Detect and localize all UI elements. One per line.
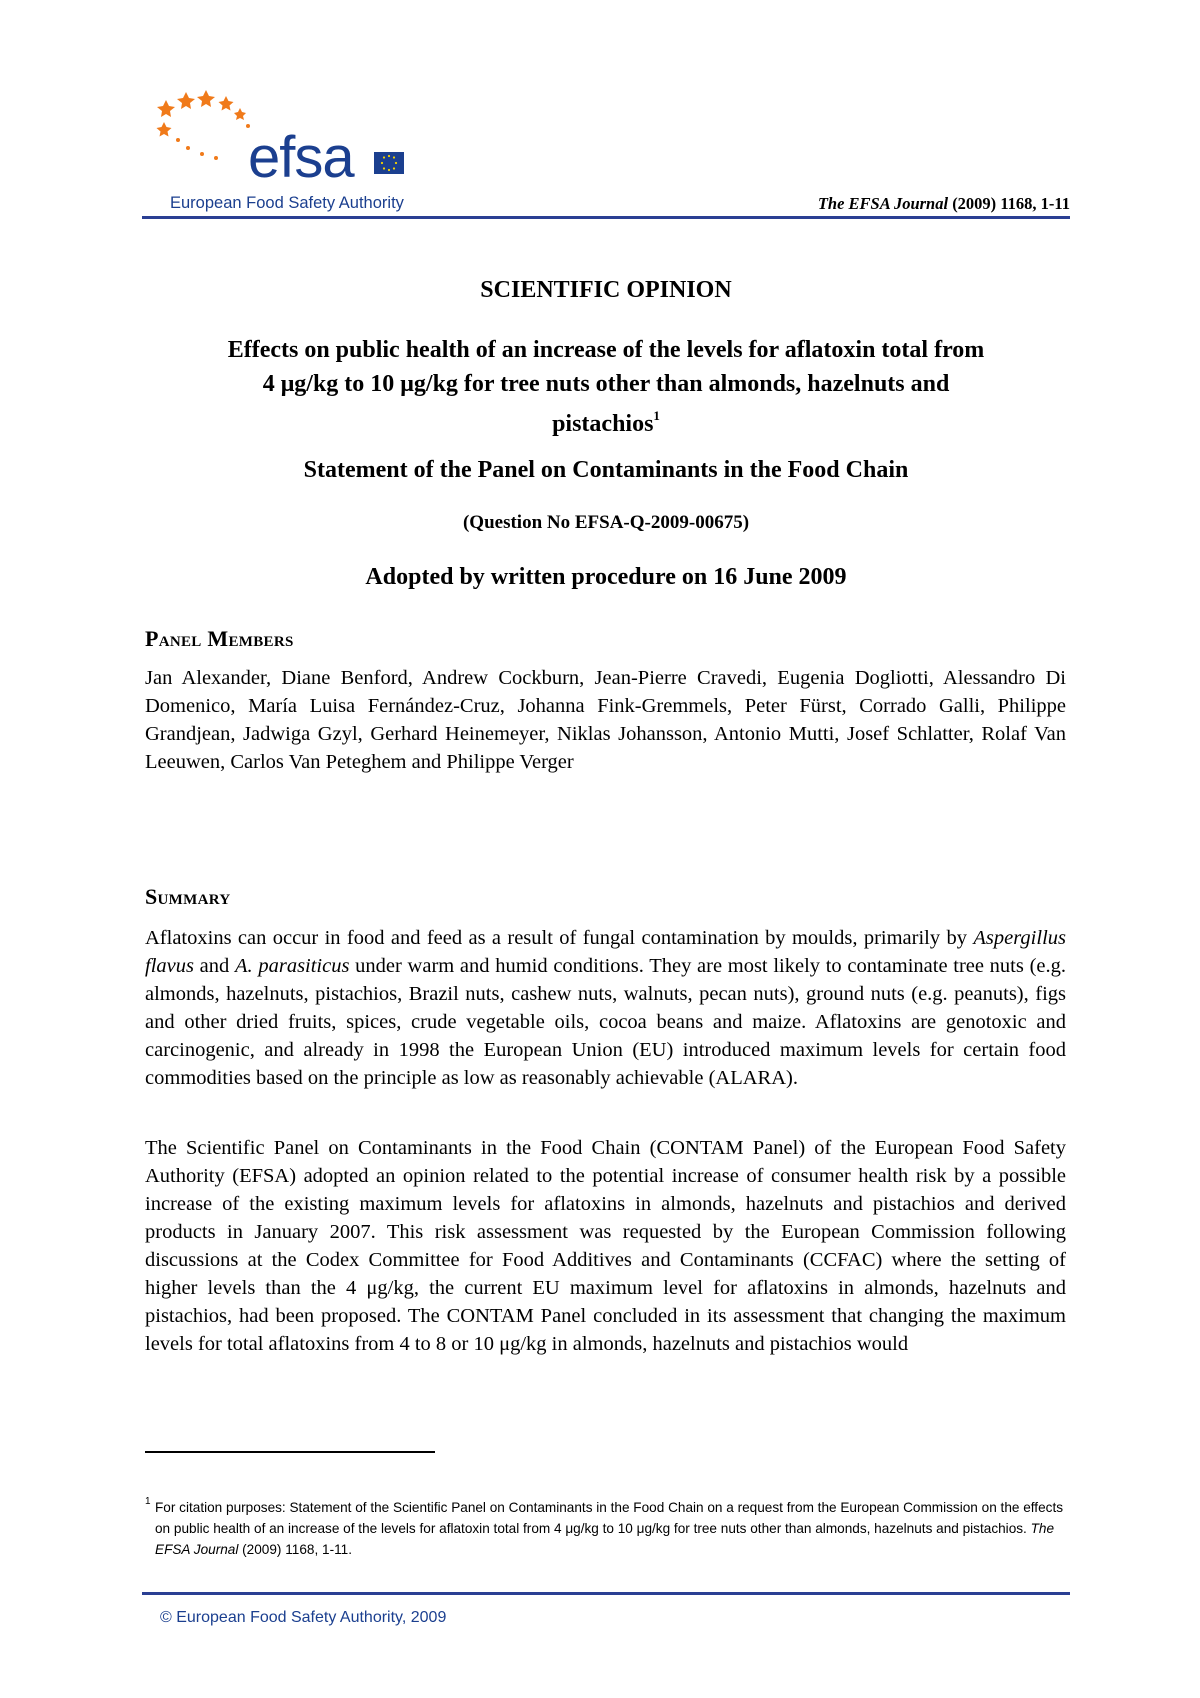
copyright-notice: © European Food Safety Authority, 2009	[160, 1609, 447, 1626]
species-name-a-parasiticus: A. parasiticus	[234, 955, 350, 977]
main-title-line3: pistachios	[552, 411, 654, 437]
footnote-mark: 1	[145, 1496, 151, 1507]
journal-number: 1168, 1-11	[1000, 194, 1070, 213]
journal-reference	[818, 194, 1070, 214]
main-title-line1: Effects on public health of an increase of the levels for aflatoxin total from	[227, 337, 985, 363]
question-number: (Question No EFSA-Q-2009-00675)	[462, 512, 750, 533]
panel-members-list: Jan Alexander, Diane Benford, Andrew Cockburn, Jean-Pierre Cravedi, Eugenia Dogliotti, Alessandro Di Domenico, María Luisa Fernández-Cruz, Johanna Fink-Gremmels, Peter Fürst, Corrado Galli, Philippe Grandjean, Jadwiga Gzyl, Gerhard Heinemeyer, Niklas Johansson, Antonio Mutti, Josef Schlatter, Rolaf Van Leeuwen, Carlos Van Peteghem and Philippe Verger	[145, 667, 1066, 773]
main-title-line2: 4 μg/kg to 10 μg/kg for tree nuts other than almonds, hazelnuts and	[262, 371, 950, 397]
logo-tagline: European Food Safety Authority	[170, 194, 404, 212]
species-name-aspergillus-flavus: Aspergillus flavus	[145, 927, 1066, 977]
summary-p1-text-c: under warm and humid conditions. They are most likely to contaminate tree nuts (e.g. almonds, hazelnuts, pistachios, Brazil nuts, cashew nuts, walnuts, pecan nuts), ground nuts (e.g. peanuts), figs and other dried fruits, spices, crude vegetable oils, cocoa beans and maize. Aflatoxins are genotoxic and carcinogenic, and already in 1998 the European Union (EU) introduced maximum levels for certain food commodities based on the principle as low as reasonably achievable (ALARA).	[145, 955, 1066, 1089]
journal-year: (2009)	[952, 194, 997, 213]
journal-name: The EFSA Journal	[817, 194, 949, 213]
panel-members-heading: Panel Members	[145, 626, 294, 651]
page-header	[142, 86, 1070, 224]
footnote	[145, 1497, 1065, 1560]
eu-flag-icon	[374, 152, 404, 174]
summary-p1-text-a: Aflatoxins can occur in food and feed as a result of fungal contamination by moulds, primarily by	[145, 927, 974, 949]
main-title	[142, 333, 1070, 441]
footnote-separator	[145, 1451, 435, 1453]
footnote-journal: The EFSA Journal	[155, 1521, 1055, 1557]
footnote-text-b: (2009) 1168, 1-11.	[238, 1542, 352, 1557]
efsa-logo	[156, 86, 476, 216]
summary-paragraph-1	[145, 924, 1066, 1092]
footnote-text-a: For citation purposes: Statement of the Scientific Panel on Contaminants in the Food Chain on a request from the European Commission on the effects on public health of an increase of the levels for aflatoxin total from 4 μg/kg to 10 μg/kg for tree nuts other than almonds, hazelnuts and pistachios.	[155, 1500, 1064, 1536]
footnote-reference[interactable]: 1	[653, 408, 660, 423]
summary-heading: Summary	[145, 884, 231, 909]
summary-paragraph-2: The Scientific Panel on Contaminants in the Food Chain (CONTAM Panel) of the European Food Safety Authority (EFSA) adopted an opinion related to the potential increase of consumer health risk by a possible increase of the existing maximum levels for aflatoxins in almonds, hazelnuts and pistachios and derived products in January 2007. This risk assessment was requested by the European Commission following discussions at the Codex Committee for Food Additives and Contaminants (CCFAC) where the setting of higher levels than the 4 μg/kg, the current EU maximum level for aflatoxins in almonds, hazelnuts and pistachios, had been proposed. The CONTAM Panel concluded in its assessment that changing the maximum levels for total aflatoxins from 4 to 8 or 10 μg/kg in almonds, hazelnuts and pistachios would	[145, 1137, 1066, 1355]
header-rule	[142, 216, 1070, 219]
doc-type-title: SCIENTIFIC OPINION	[480, 277, 732, 303]
logo-wordmark: efsa	[248, 125, 354, 190]
summary-p1-text-b: and	[193, 955, 235, 977]
adopted-date: Adopted by written procedure on 16 June 2009	[365, 564, 847, 590]
footer-rule	[142, 1592, 1070, 1595]
statement-title: Statement of the Panel on Contaminants in the Food Chain	[303, 457, 909, 483]
